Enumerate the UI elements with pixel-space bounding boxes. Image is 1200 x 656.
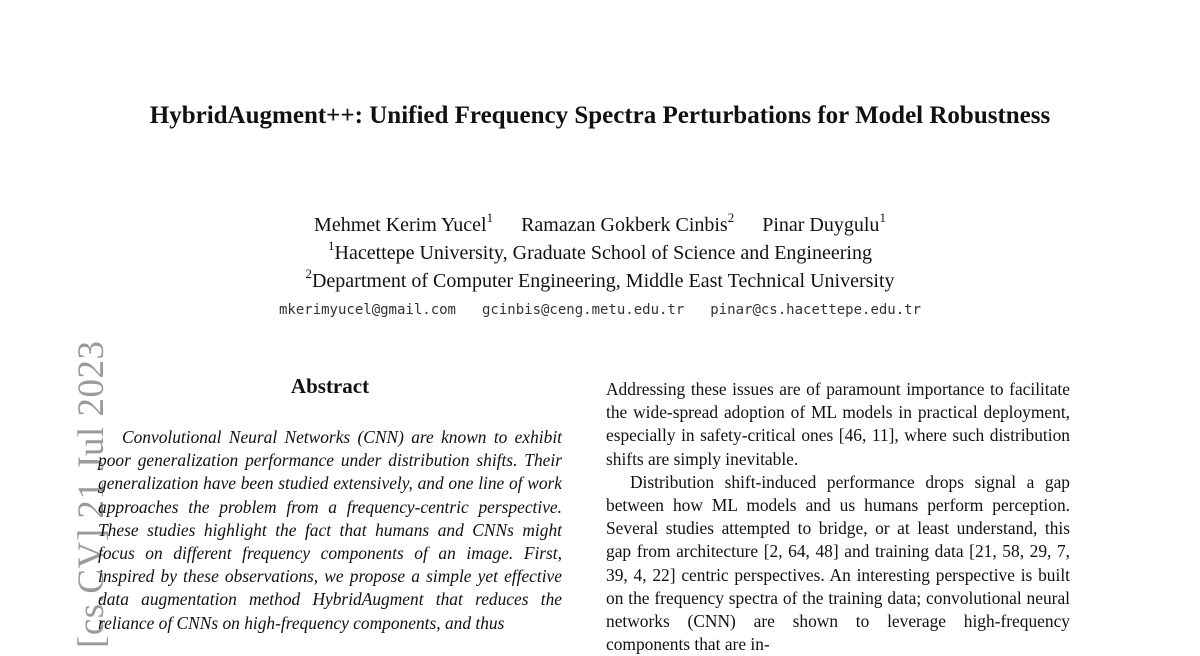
author-emails bbox=[100, 302, 1100, 318]
intro-paragraph: Addressing these issues are of paramount importance to facilitate the wide-spread adoption of ML models in practical deployment, especially in safety-critical ones [46, 11], where such distribution shifts are simply inevitable. bbox=[606, 379, 1070, 469]
author-list bbox=[100, 211, 1100, 239]
paper-title: HybridAugment++: Unified Frequency Spectra Perturbations for Model Robustness bbox=[149, 102, 1051, 129]
abstract-body bbox=[98, 426, 562, 635]
affiliation-2: $^2$Department of Computer Engineering, Middle East Technical University bbox=[305, 266, 895, 292]
email: gcinbis@ceng.metu.edu.tr bbox=[482, 302, 685, 318]
email: mkerimyucel@gmail.com bbox=[278, 302, 456, 318]
author-name: Mehmet Kerim Yucel$^1$ bbox=[314, 210, 494, 236]
email: pinar@cs.hacettepe.edu.tr bbox=[710, 302, 922, 318]
abstract-heading: Abstract bbox=[290, 374, 370, 398]
author-name: Ramazan Gokberk Cinbis$^2$ bbox=[521, 210, 735, 236]
intro-column bbox=[606, 378, 1070, 656]
arxiv-stamp: [cs.CV] 21 Jul 2023 bbox=[71, 340, 112, 648]
author-name: Pinar Duygulu$^1$ bbox=[762, 210, 886, 236]
affiliation-1: $^1$Hacettepe University, Graduate School of Science and Engineering bbox=[328, 238, 872, 264]
abstract-paragraph: Convolutional Neural Networks (CNN) are known to exhibit poor generalization performance under distribution shifts. Their generalization have been studied extensively, and one line of work approaches the problem from a frequency-centric perspective. These studies highlight the fact that humans and CNNs might focus on different frequency components of an image. First, inspired by these observations, we propose a simple yet effective data augmentation method HybridAugment that reduces the reliance of CNNs on high-frequency components, and thus bbox=[98, 427, 562, 633]
intro-paragraph: Distribution shift-induced performance drops signal a gap between how ML models and us humans perform perception. Several studies attempted to bridge, or at least understand, this gap from architecture [2, 64, 48] and training data [21, 58, 29, 7, 39, 4, 22] centric perspectives. An interesting perspective is built on the frequency spectra of the training data; convolutional neural networks (CNN) are shown to leverage high-frequency components that are in- bbox=[606, 471, 1070, 655]
